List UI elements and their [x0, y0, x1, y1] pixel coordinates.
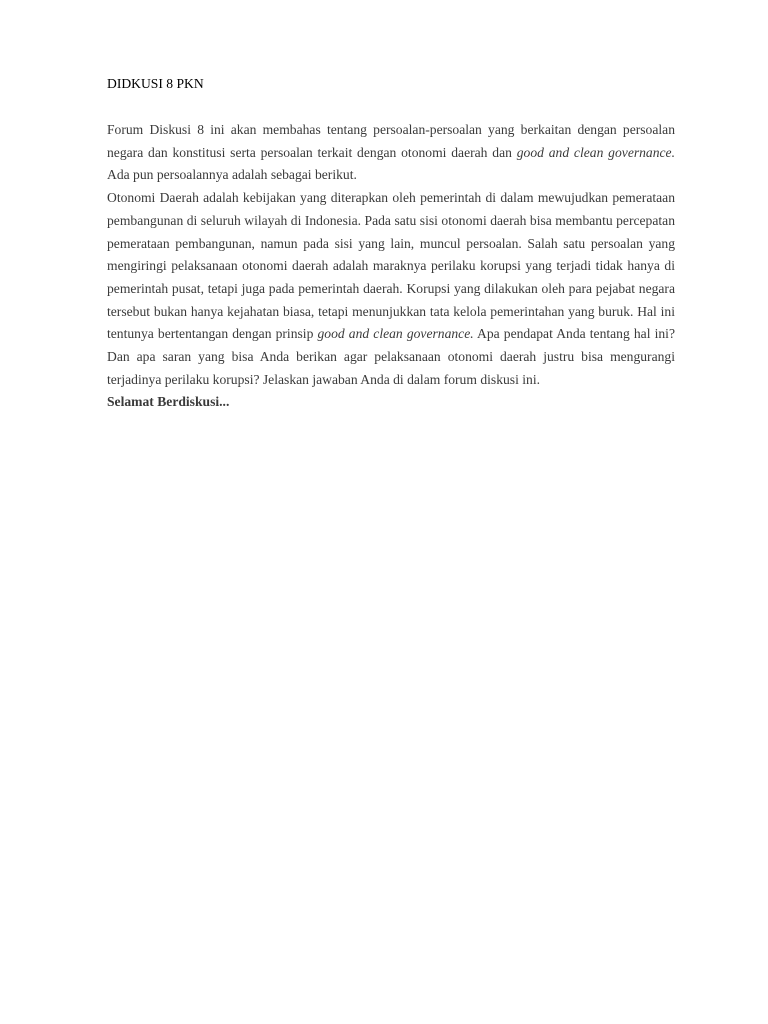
intro-italic-term: good and clean governance. — [516, 144, 675, 160]
document-page — [107, 74, 675, 414]
closing-line: Selamat Berdiskusi... — [107, 394, 230, 410]
discussion-italic-term: good and clean governance. — [317, 326, 474, 342]
discussion-text-continued: Apa pendapat Anda tentang hal ini? Dan apa saran yang bisa Anda berikan agar pelaksanaan otonomi daerah justru bisa mengurangi terjadinya perilaku korupsi? Jelaskan jawaban Anda di dalam forum diskusi ini. — [107, 326, 675, 387]
discussion-paragraph — [107, 187, 675, 391]
intro-text-continued: Ada pun persoalannya adalah sebagai berikut. — [107, 167, 357, 183]
document-title: DIDKUSI 8 PKN — [107, 76, 204, 91]
intro-text: Forum Diskusi 8 ini akan membahas tentang persoalan-persoalan yang berkaitan dengan persoalan negara dan konstitusi serta persoalan terkait dengan otonomi daerah dan — [107, 122, 675, 160]
intro-paragraph — [107, 119, 675, 187]
discussion-text: Otonomi Daerah adalah kebijakan yang diterapkan oleh pemerintah di dalam mewujudkan pemerataan pembangunan di seluruh wilayah di Indonesia. Pada satu sisi otonomi daerah bisa membantu percepatan pemerataan pembangunan, namun pada sisi yang lain, muncul persoalan. Salah satu persoalan yang mengiringi pelaksanaan otonomi daerah adalah maraknya perilaku korupsi yang terjadi tidak hanya di pemerintah pusat, tetapi juga pada pemerintah daerah. Korupsi yang dilakukan oleh para pejabat negara tersebut bukan hanya kejahatan biasa, tetapi menunjukkan tata kelola pemerintahan yang buruk. Hal ini tentunya bertentangan dengan prinsip — [107, 190, 675, 342]
